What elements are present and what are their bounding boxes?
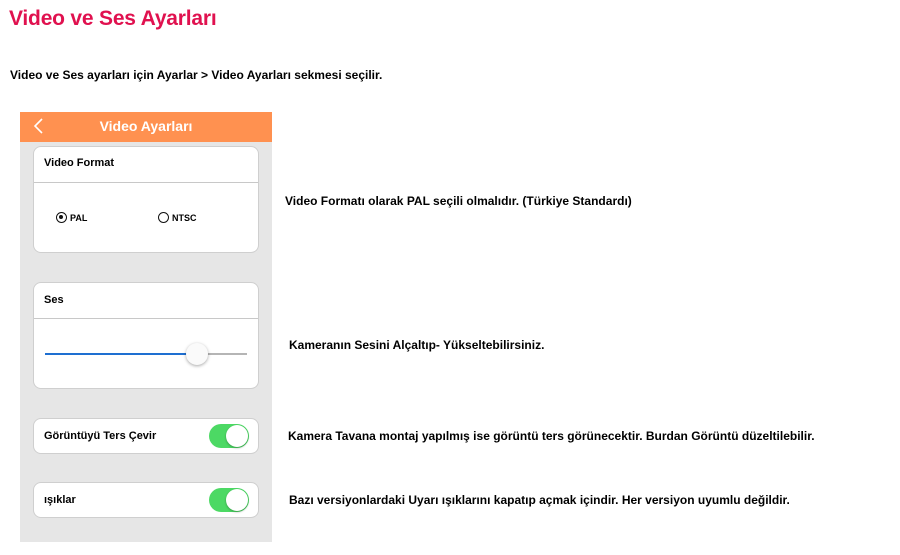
radio-selected-icon [56,212,67,223]
card-divider [34,318,258,319]
volume-slider-thumb[interactable] [186,343,208,365]
volume-slider-fill [45,353,197,355]
intro-text: Video ve Ses ayarları için Ayarlar > Video Ayarları sekmesi seçilir. [10,68,383,82]
card-divider [34,182,258,183]
radio-pal-label: PAL [70,212,88,223]
radio-ntsc[interactable] [158,212,197,223]
toggle-knob [226,425,248,447]
radio-pal[interactable] [56,212,87,223]
volume-slider[interactable] [45,353,247,355]
flip-image-label: Görüntüyü Ters Çevir [44,430,157,442]
flip-image-toggle[interactable] [209,424,249,448]
video-format-card [33,146,259,253]
sound-card [33,282,259,389]
sound-title: Ses [44,294,64,306]
lights-card [33,482,259,518]
radio-unselected-icon [158,212,169,223]
phone-header [20,112,272,142]
page-title: Video ve Ses Ayarları [9,7,217,30]
radio-ntsc-label: NTSC [172,212,197,223]
phone-header-title: Video Ayarları [99,118,193,134]
video-format-description: Video Formatı olarak PAL seçili olmalıdır. (Türkiye Standardı) [285,194,632,208]
video-format-title: Video Format [44,157,115,169]
lights-description: Bazı versiyonlardaki Uyarı ışıklarını kapatıp açmak içindir. Her versiyon uyumlu değildir. [289,493,790,507]
lights-label: ışıklar [44,494,76,506]
toggle-knob [226,489,248,511]
flip-image-card [33,418,259,454]
sound-description: Kameranın Sesini Alçaltıp- Yükseltebilirsiniz. [289,338,545,352]
phone-screenshot [20,112,272,542]
flip-image-description: Kamera Tavana montaj yapılmış ise görüntü ters görünecektir. Burdan Görüntü düzeltilebilir. [288,429,815,443]
lights-toggle[interactable] [209,488,249,512]
